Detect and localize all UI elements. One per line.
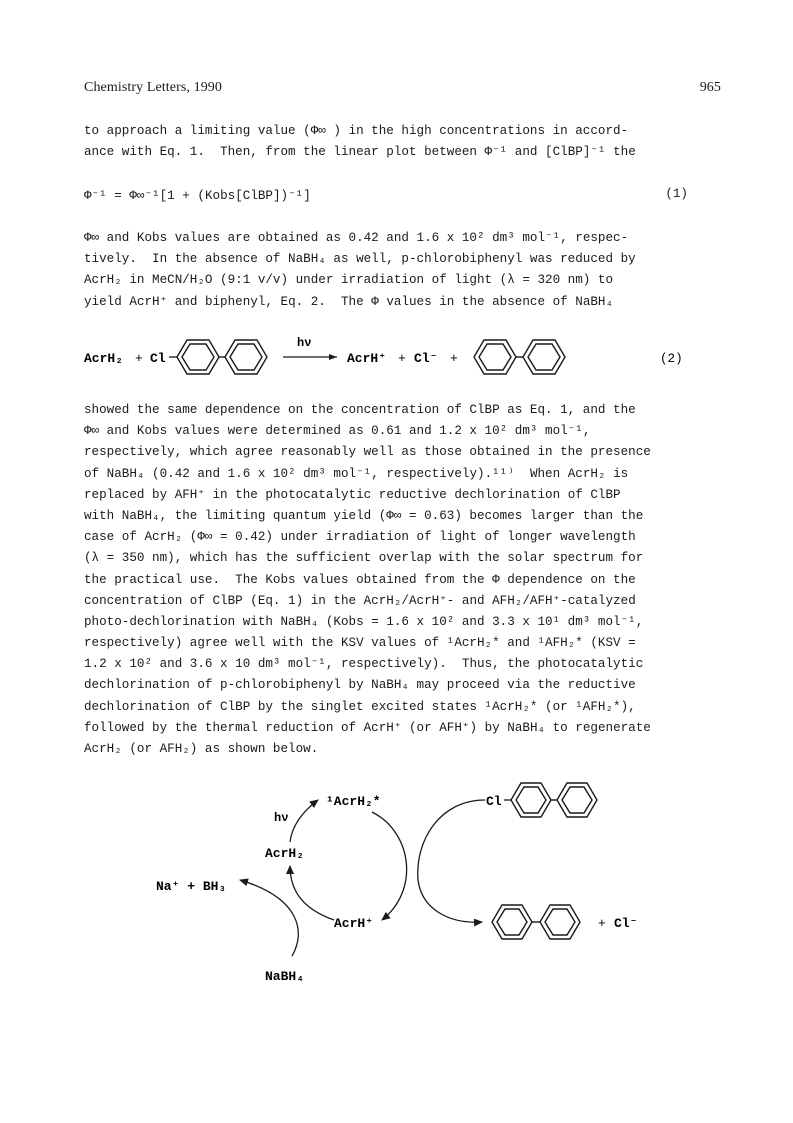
text-line: ance with Eq. 1. Then, from the linear plot between Φ⁻¹ and [ClBP]⁻¹ the <box>84 145 636 160</box>
eq2-plus-1: + <box>135 351 143 366</box>
text-line: dechlorination of p-chlorobiphenyl by NaBH₄ may proceed via the reductive <box>84 678 636 693</box>
reaction-arrow-icon <box>329 354 337 360</box>
text-line: respectively, which agree reasonably well as those obtained in the presence <box>84 445 651 460</box>
running-header-page-number: 965 <box>699 80 721 95</box>
eq2-cl-label: Cl <box>150 351 166 366</box>
text-line: dechlorination of ClBP by the singlet excited states ¹AcrH₂* (or ¹AFH₂*), <box>84 699 636 714</box>
borohydride-input-arc <box>240 880 298 956</box>
paragraph-1 <box>84 121 720 163</box>
text-line: (λ = 350 nm), which has the sufficient overlap with the solar spectrum for <box>84 551 644 566</box>
scheme-excited-acrh2: ¹AcrH₂* <box>326 794 381 809</box>
equation-2-scheme <box>0 325 793 390</box>
eq2-arrow-label-hv: hν <box>297 336 312 350</box>
scheme-cl-label: Cl <box>486 794 502 809</box>
text-line: Φ∞ and Kobs values were determined as 0.61 and 1.2 x 10² dm³ mol⁻¹, <box>84 424 591 439</box>
text-line: the practical use. The Kobs values obtained from the Φ dependence on the <box>84 572 636 587</box>
biphenyl-structure-icon <box>474 340 565 374</box>
eq2-plus-2: + <box>398 351 406 366</box>
text-line: respectively) agree well with the KSV values of ¹AcrH₂* and ¹AFH₂* (KSV = <box>84 636 636 651</box>
equation-1-number: (1) <box>665 187 688 201</box>
text-line: followed by the thermal reduction of AcrH⁺ (or AFH⁺) by NaBH₄ to regenerate <box>84 720 651 735</box>
scheme-product-plus: + <box>598 916 606 931</box>
text-line: photo-dechlorination with NaBH₄ (Kobs = 1.6 x 10² and 3.3 x 10¹ dm³ mol⁻¹, <box>84 614 644 629</box>
text-line: AcrH₂ (or AFH₂) as shown below. <box>84 742 319 756</box>
excited-state-decay-arc <box>372 812 407 920</box>
substrate-to-product-arc <box>418 800 485 922</box>
scheme-acrh2: AcrH₂ <box>265 846 305 861</box>
scheme-chlorobiphenyl-icon <box>511 783 597 817</box>
eq2-reactant-acrh2: AcrH₂ <box>84 351 124 366</box>
scheme-acrh-plus: AcrH⁺ <box>334 916 374 931</box>
chlorobiphenyl-structure-icon <box>177 340 267 374</box>
text-line: showed the same dependence on the concentration of ClBP as Eq. 1, and the <box>84 403 636 417</box>
eq2-product-acrh-plus: AcrH⁺ <box>347 351 387 366</box>
text-line: 1.2 x 10² and 3.6 x 10 dm³ mol⁻¹, respectively). Thus, the photocatalytic <box>84 657 644 672</box>
scheme-na-bh3: Na⁺ + BH₃ <box>156 879 227 894</box>
scheme-chloride: Cl⁻ <box>614 916 638 931</box>
text-line: tively. In the absence of NaBH₄ as well, p-chlorobiphenyl was reduced by <box>84 252 636 267</box>
equation-1-body: Φ⁻¹ = Φ∞⁻¹[1 + (Kobs[ClBP])⁻¹] <box>84 189 311 203</box>
text-line: AcrH₂ in MeCN/H₂O (9:1 v/v) under irradiation of light (λ = 320 nm) to <box>84 273 614 288</box>
photoexcitation-arrow <box>290 800 318 842</box>
eq2-product-chloride: Cl⁻ <box>414 351 438 366</box>
catalytic-cycle-scheme <box>0 780 793 1000</box>
text-line: of NaBH₄ (0.42 and 1.6 x 10² dm³ mol⁻¹, respectively).¹¹⁾ When AcrH₂ is <box>84 466 629 481</box>
text-line: concentration of ClBP (Eq. 1) in the AcrH₂/AcrH⁺- and AFH₂/AFH⁺-catalyzed <box>84 593 636 608</box>
text-line: case of AcrH₂ (Φ∞ = 0.42) under irradiation of light of longer wavelength <box>84 530 636 545</box>
text-line: to approach a limiting value (Φ∞ ) in the high concentrations in accord- <box>84 124 629 138</box>
text-line: with NaBH₄, the limiting quantum yield (Φ∞ = 0.63) becomes larger than the <box>84 508 644 523</box>
running-header-journal: Chemistry Letters, 1990 <box>84 80 222 95</box>
paragraph-3 <box>84 400 720 760</box>
acrh-reduction-arc <box>290 866 334 920</box>
scheme-hv-label: hν <box>274 811 289 825</box>
scheme-nabh4: NaBH₄ <box>265 969 305 984</box>
text-line: Φ∞ and Kobs values are obtained as 0.42 and 1.6 x 10² dm³ mol⁻¹, respec- <box>84 231 629 245</box>
equation-1 <box>84 187 688 203</box>
eq2-plus-3: + <box>450 351 458 366</box>
equation-2-number: (2) <box>660 352 683 366</box>
scheme-biphenyl-icon <box>492 905 580 939</box>
text-line: yield AcrH⁺ and biphenyl, Eq. 2. The Φ values in the absence of NaBH₄ <box>84 294 614 309</box>
text-line: replaced by AFH⁺ in the photocatalytic reductive dechlorination of ClBP <box>84 487 621 502</box>
paragraph-2 <box>84 228 720 313</box>
